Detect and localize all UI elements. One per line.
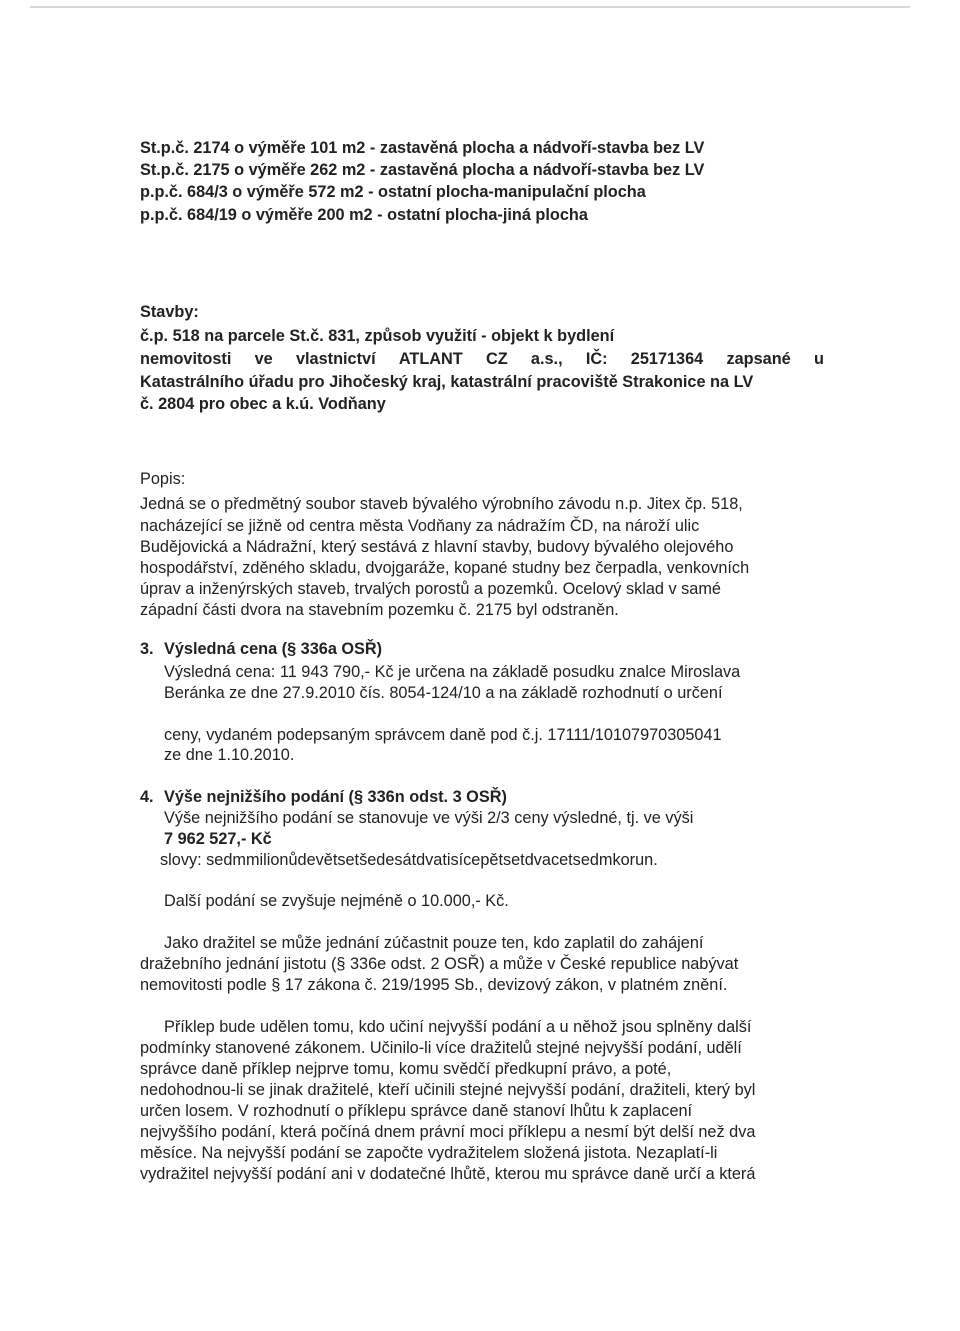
buildings-line-3: Katastrálního úřadu pro Jihočeský kraj, katastrální pracoviště Strakonice na LV	[140, 373, 754, 391]
buildings-line-2	[140, 349, 824, 370]
buildings-word: 25171364	[630, 350, 704, 368]
bid-increment: Další podání se zvyšuje nejméně o 10.000,- Kč.	[164, 892, 509, 910]
bidder-line-2: dražebního jednání jistotu (§ 336e odst. 2 OSŘ) a může v České republice nabývat	[140, 955, 739, 973]
buildings-word: zapsané	[726, 350, 791, 368]
section-4-number: 4.	[140, 788, 154, 806]
section-4-title: Výše nejnižšího podání (§ 336n odst. 3 OSŘ)	[164, 788, 507, 806]
lowest-bid-words: slovy: sedmmilionůdevětsetšedesátdvatisícepětsetdvacetsedmkorun.	[160, 851, 658, 869]
section-4-heading	[140, 787, 507, 808]
description-line-5: úprav a inženýrských staveb, trvalých porostů a pozemků. Ocelový sklad v samé	[140, 580, 721, 598]
section-3-heading	[140, 639, 382, 660]
parcel-line-3: p.p.č. 684/3 o výměře 572 m2 - ostatní plocha-manipulační plocha	[140, 183, 646, 201]
parcel-line-4: p.p.č. 684/19 o výměře 200 m2 - ostatní plocha-jiná plocha	[140, 206, 588, 224]
description-line-1: Jedná se o předmětný soubor staveb bývalého výrobního závodu n.p. Jitex čp. 518,	[140, 495, 743, 513]
award-line-7: měsíce. Na nejvyšší podání se započte vydražitelem složená jistota. Nezaplatí-li	[140, 1144, 718, 1162]
bidder-line-1: Jako dražitel se může jednání zúčastnit pouze ten, kdo zaplatil do zahájení	[164, 934, 704, 952]
award-line-5: určen losem. V rozhodnutí o příklepu správce daně stanoví lhůtu k zaplacení	[140, 1102, 693, 1120]
section-3-title: Výsledná cena (§ 336a OSŘ)	[164, 640, 383, 658]
buildings-word: IČ:	[585, 350, 608, 368]
description-label: Popis:	[140, 470, 186, 488]
award-line-2: podmínky stanovené zákonem. Učinilo-li více dražitelů stejné nejvyšší podání, udělí	[140, 1039, 742, 1057]
page-top-rule	[30, 6, 910, 8]
section-3-line-3: ceny, vydaném podepsaným správcem daně pod č.j. 17111/10107970305041	[164, 726, 722, 744]
section-3-number: 3.	[140, 640, 154, 658]
buildings-word: vlastnictví	[295, 350, 376, 368]
buildings-line-4: č. 2804 pro obec a k.ú. Vodňany	[140, 395, 386, 413]
buildings-word: CZ	[485, 350, 508, 368]
section-3-line-4: ze dne 1.10.2010.	[164, 746, 295, 764]
lowest-bid-amount: 7 962 527,- Kč	[164, 830, 272, 848]
buildings-label: Stavby:	[140, 303, 199, 321]
description-line-4: hospodářství, zděného skladu, dvojgaráže, kopané studny bez čerpadla, venkovních	[140, 559, 750, 577]
description-line-3: Budějovická a Nádražní, který sestává z hlavní stavby, budovy bývalého olejového	[140, 538, 734, 556]
award-line-1: Příklep bude udělen tomu, kdo učiní nejvyšší podání a u něhož jsou splněny další	[164, 1018, 752, 1036]
section-3-line-2: Beránka ze dne 27.9.2010 čís. 8054-124/10 a na základě rozhodnutí o určení	[164, 684, 723, 702]
buildings-word: u	[813, 350, 824, 368]
award-line-3: správce daně příklep nejprve tomu, komu svědčí předkupní právo, a poté,	[140, 1060, 672, 1078]
section-3-line-1: Výsledná cena: 11 943 790,- Kč je určena na základě posudku znalce Miroslava	[164, 663, 741, 681]
buildings-word: ve	[254, 350, 273, 368]
buildings-word: nemovitosti	[140, 350, 232, 368]
buildings-line-1: č.p. 518 na parcele St.č. 831, způsob využití - objekt k bydlení	[140, 327, 615, 345]
description-last-line: západní části dvora na stavebním pozemku č. 2175 byl odstraněn.	[140, 601, 619, 619]
description-line-2: nacházející se jižně od centra města Vodňany za nádražím ČD, na nároží ulic	[140, 517, 700, 535]
section-4-line-1: Výše nejnižšího podání se stanovuje ve výši 2/3 ceny výsledné, tj. ve výši	[164, 809, 694, 827]
award-line-4: nedohodnou-li se jinak dražitelé, kteří učinili stejné nejvyšší podání, dražiteli, který byl	[140, 1081, 756, 1099]
award-line-8: vydražitel nejvyšší podání ani v dodatečné lhůtě, kterou mu správce daně určí a která	[140, 1165, 756, 1183]
parcel-line-1: St.p.č. 2174 o výměře 101 m2 - zastavěná plocha a nádvoří-stavba bez LV	[140, 139, 705, 157]
buildings-word: ATLANT	[398, 350, 463, 368]
bidder-last-line: nemovitosti podle § 17 zákona č. 219/1995 Sb., devizový zákon, v platném znění.	[140, 976, 728, 994]
parcel-line-2: St.p.č. 2175 o výměře 262 m2 - zastavěná plocha a nádvoří-stavba bez LV	[140, 161, 705, 179]
buildings-word: a.s.,	[530, 350, 563, 368]
award-line-6: nejvyššího podání, která počíná dnem právní moci příklepu a nesmí být delší než dva	[140, 1123, 756, 1141]
